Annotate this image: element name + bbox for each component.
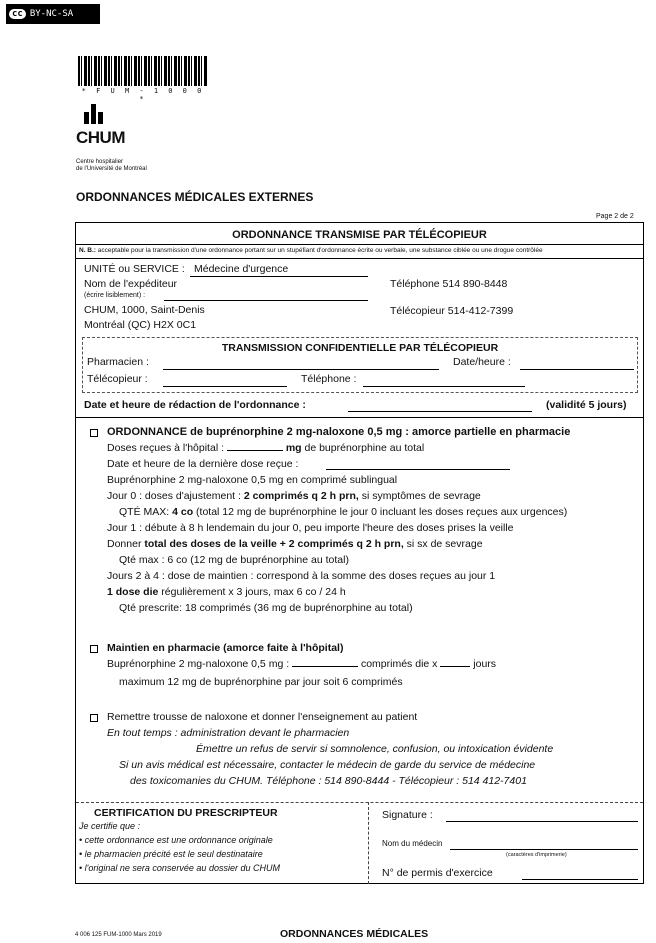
cc-icon: cc [9, 9, 26, 19]
s3-advice: Si un avis médical est nécessaire, contacter le médecin de garde du service de médecine [119, 759, 536, 771]
s1-once-daily: 1 dose die régulièrement x 3 jours, max 6 co / 24 h [107, 586, 346, 598]
s1-doses-received: Doses reçues à l'hôpital : mg de buprénorphine au total [107, 442, 425, 454]
section3-title: Remettre trousse de naloxone et donner l'enseignement au patient [107, 711, 418, 723]
s1-day1: Jour 1 : débute à 8 h lendemain du jour 0, peu importe l'heure des doses prises la veille [107, 522, 514, 534]
s1-give-total: Donner total des doses de la veille + 2 comprimés q 2 h prn, si sx de sevrage [107, 538, 483, 550]
form-frame [75, 222, 644, 884]
validity-note: (validité 5 jours) [546, 399, 627, 411]
barcode-text: * F U M - 1 0 0 0 * [81, 87, 205, 103]
signature-label: Signature : [382, 809, 433, 821]
pharmacy-phone-field[interactable] [363, 386, 525, 387]
print-note: (caractères d'imprimerie) [506, 852, 567, 858]
license-badge [6, 4, 100, 24]
doctor-name-field[interactable] [450, 849, 638, 850]
datetime-label: Date/heure : [453, 356, 511, 368]
s1-qty-prescribed: Qté prescrite: 18 comprimés (36 mg de buprénorphine au total) [119, 602, 413, 614]
write-legibly-note: (écrire lisiblement) : [84, 292, 146, 299]
cert-bullet-2: • le pharmacien précité est le seul destinataire [79, 849, 263, 859]
unit-label: UNITÉ ou SERVICE : [84, 263, 185, 275]
last-dose-field[interactable] [326, 469, 510, 470]
s1-day0: Jour 0 : doses d'ajustement : 2 comprimés q 2 h prn, si symptômes de sevrage [107, 490, 481, 502]
logo-subtitle: Centre hospitalier de l'Université de Montréal [76, 159, 147, 172]
section1-title: ORDONNANCE de buprénorphine 2 mg-naloxone 0,5 mg : amorce partielle en pharmacie [107, 426, 571, 438]
doctor-name-label: Nom du médecin [382, 839, 443, 848]
s1-qty-max-day1: Qté max : 6 co (12 mg de buprénorphine au total) [119, 554, 349, 566]
permit-label: N° de permis d'exercice [382, 867, 493, 879]
redaction-label: Date et heure de rédaction de l'ordonnance : [84, 399, 306, 411]
pharmacy-phone-label: Téléphone : [301, 373, 357, 385]
form-header-title: ORDONNANCE TRANSMISE PAR TÉLÉCOPIEUR [232, 229, 487, 241]
sender-name-label: Nom de l'expéditeur [84, 278, 178, 290]
sender-fax: Télécopieur 514-412-7399 [390, 305, 514, 317]
footer-title: ORDONNANCES MÉDICALES [280, 928, 429, 940]
certification-title: CERTIFICATION DU PRESCRIPTEUR [94, 807, 278, 819]
cert-bullet-3: • l'original ne sera conservée au dossier du CHUM [79, 863, 280, 873]
page-number: Page 2 de 2 [596, 213, 634, 220]
permit-field[interactable] [522, 879, 638, 880]
address-line-1: CHUM, 1000, Saint-Denis [84, 304, 205, 316]
redaction-field[interactable] [348, 411, 532, 412]
sender-name-field[interactable] [164, 300, 368, 301]
footer-code: 4 006 125 FUM-1000 Mars 2019 [75, 932, 162, 938]
section2-title: Maintien en pharmacie (amorce faite à l'hôpital) [107, 642, 344, 654]
confidential-box [82, 337, 638, 393]
confidential-title: TRANSMISSION CONFIDENTIELLE PAR TÉLÉCOPIEUR [221, 342, 499, 354]
s1-days2to4: Jours 2 à 4 : dose de maintien : correspond à la somme des doses reçues au jour 1 [107, 570, 496, 582]
s1-med: Buprénorphine 2 mg-naloxone 0,5 mg en comprimé sublingual [107, 474, 398, 486]
s3-contact: des toxicomanies du CHUM. Téléphone : 514 890-8444 - Télécopieur : 514 412-7401 [130, 775, 527, 787]
barcode [78, 56, 208, 86]
s1-qty-max: QTÉ MAX: 4 co (total 12 mg de buprénorphine le jour 0 incluant les doses reçues aux urgences) [119, 506, 568, 518]
s2-dose: Buprénorphine 2 mg-naloxone 0,5 mg : comprimés die x jours [107, 658, 497, 670]
s1-last-dose: Date et heure de la dernière dose reçue : [107, 458, 299, 470]
address-line-2: Montréal (QC) H2X 0C1 [84, 319, 197, 331]
chum-logo-icon [84, 104, 104, 124]
s3-anytime: En tout temps : administration devant le pharmacien [107, 727, 350, 739]
logo-name: CHUM [76, 128, 125, 147]
cert-intro: Je certifie que : [79, 821, 141, 831]
datetime-field[interactable] [520, 369, 634, 370]
s3-refuse: Émettre un refus de servir si somnolence, confusion, ou intoxication évidente [196, 743, 554, 755]
cert-bullet-1: • cette ordonnance est une ordonnance originale [79, 835, 273, 845]
unit-value[interactable]: Médecine d'urgence [194, 263, 289, 275]
pharmacy-fax-label: Télécopieur : [87, 373, 148, 385]
s2-max: maximum 12 mg de buprénorphine par jour soit 6 comprimés [119, 676, 403, 688]
nb-note: N. B.: acceptable pour la transmission d'une ordonnance portant sur un stupéfiant d'ordonnance écrite ou verbale, une substance ciblée ou une drogue contrôlée [79, 247, 543, 254]
license-text: BY-NC-SA [29, 9, 74, 19]
pharmacy-fax-field[interactable] [163, 386, 287, 387]
sender-phone: Téléphone 514 890-8448 [390, 278, 508, 290]
pharmacy-label: Pharmacien : [87, 356, 149, 368]
section1-checkbox[interactable] [90, 429, 98, 437]
pharmacy-field[interactable] [163, 369, 439, 370]
signature-field[interactable] [446, 821, 638, 822]
certification-divider [368, 802, 369, 884]
document-title: ORDONNANCES MÉDICALES EXTERNES [76, 190, 314, 204]
section3-checkbox[interactable] [90, 714, 98, 722]
section2-checkbox[interactable] [90, 645, 98, 653]
